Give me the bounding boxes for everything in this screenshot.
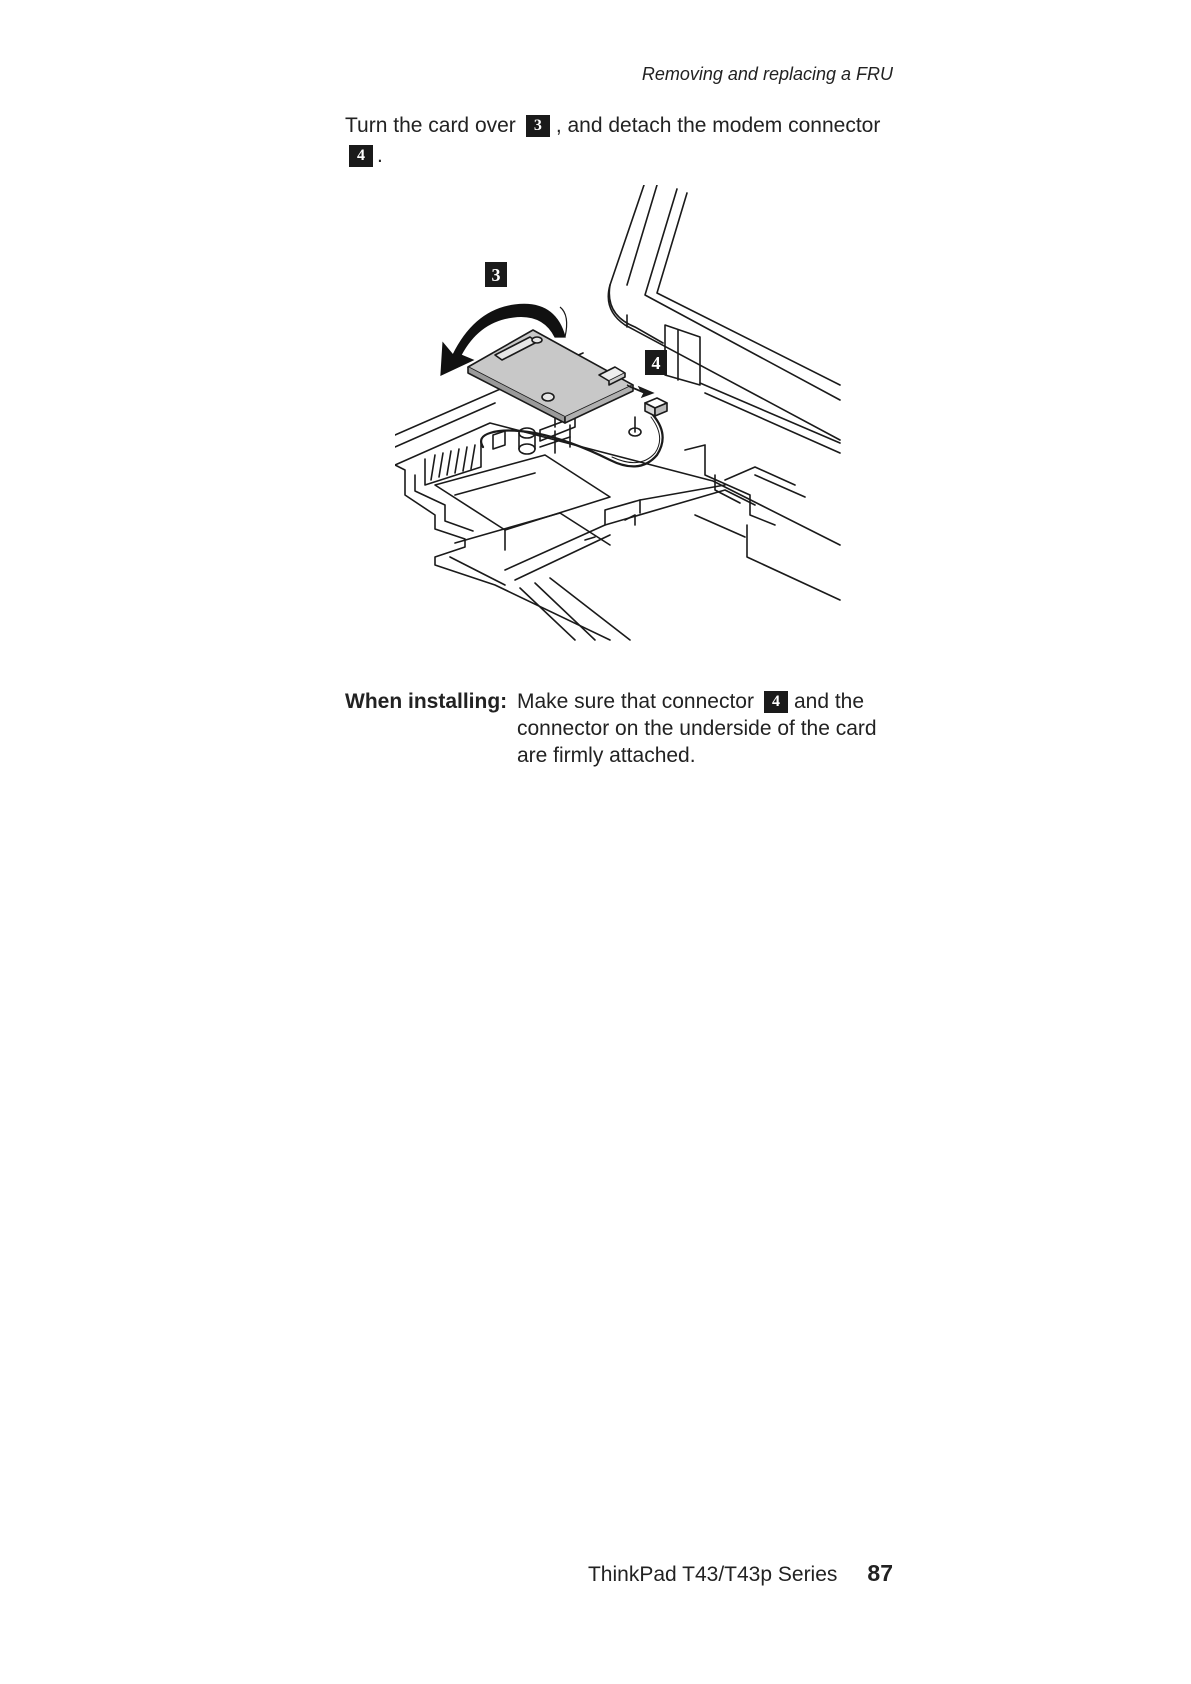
callout-4: 4 xyxy=(349,145,373,167)
bay-outline-left xyxy=(395,465,610,640)
figure-callout-3-label: 3 xyxy=(491,265,501,285)
figure-callout-4 xyxy=(645,350,667,375)
step-text-after: . xyxy=(377,144,383,167)
note-text-before: Make sure that connector xyxy=(517,690,754,713)
step-text-before: Turn the card over xyxy=(345,114,516,137)
illustration-svg xyxy=(395,185,845,647)
heatsink-fins xyxy=(431,445,475,480)
note-body xyxy=(517,688,887,769)
step-text-middle: , and detach the modem connector xyxy=(555,114,881,137)
note-label: When installing: xyxy=(345,690,508,713)
step-instruction xyxy=(345,111,885,171)
footer-title: ThinkPad T43/T43p Series xyxy=(587,1563,838,1586)
illustration-modem-card-removal xyxy=(395,185,845,647)
note-callout-4: 4 xyxy=(764,691,788,713)
page-number: 87 xyxy=(867,1560,893,1586)
hinge-left xyxy=(609,285,663,343)
running-header: Removing and replacing a FRU xyxy=(641,64,893,84)
page-footer xyxy=(588,1560,893,1587)
lcd-bezel xyxy=(645,189,840,400)
callout-3: 3 xyxy=(526,115,550,137)
modem-card xyxy=(468,330,633,423)
figure-callout-3 xyxy=(485,262,507,287)
bay-right xyxy=(685,445,775,525)
modem-connector xyxy=(645,398,667,416)
installation-note xyxy=(345,688,905,769)
figure-callout-4-label: 4 xyxy=(651,353,661,373)
note-text-after: and the connector on the underside of the card are firmly attached. xyxy=(517,690,877,767)
rail-lower-1 xyxy=(505,490,755,570)
base-right-edge xyxy=(705,393,840,453)
